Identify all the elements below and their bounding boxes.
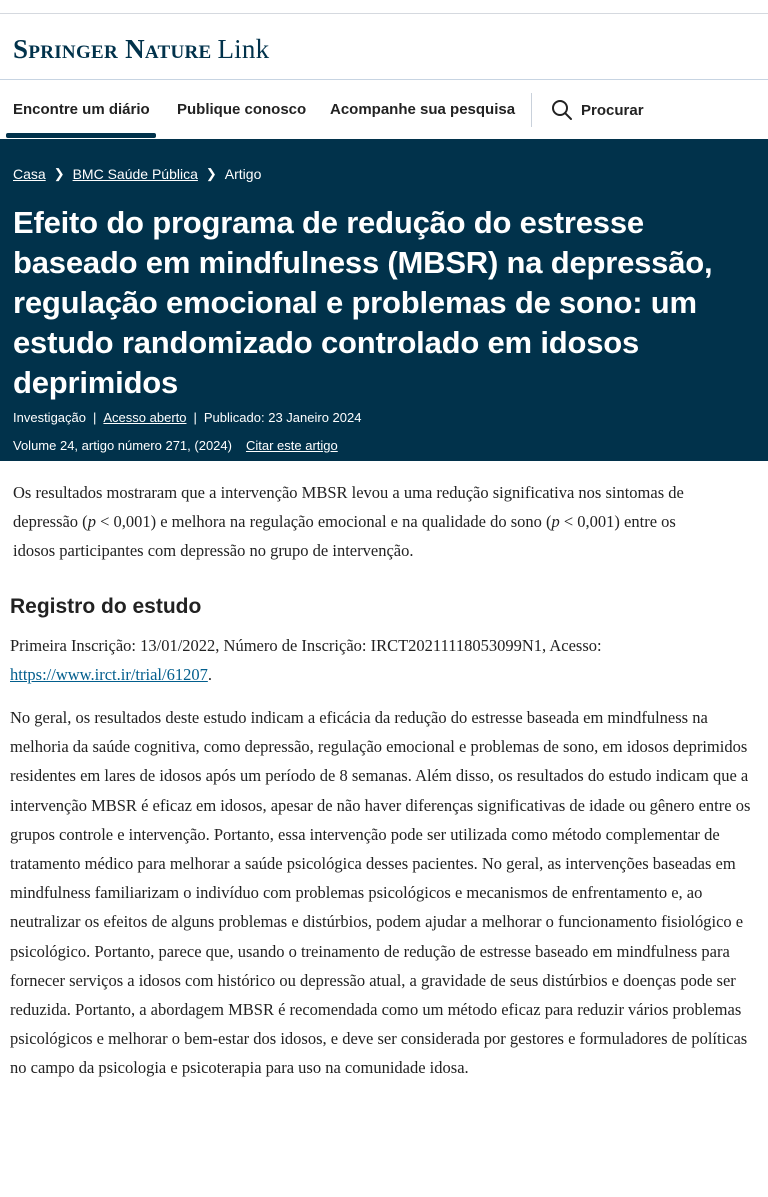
nav-find-journal[interactable]: Encontre um diário [13,101,150,118]
cite-article-link[interactable]: Citar este artigo [245,438,338,453]
nav-track-research[interactable]: Acompanhe sua pesquisa [330,101,516,118]
breadcrumb [13,166,261,182]
article-title: Efeito do programa de redução do estresse baseado em mindfulness (MBSR) na depressão, regulação emocional e problemas de sono: um estudo randomizado controlado em idosos deprimidos [13,205,713,400]
registration-link[interactable]: https://www.irct.ir/trial/61207 [10,665,208,684]
article-volume-row [13,438,338,453]
results-summary [13,478,713,565]
nav-active-indicator [6,133,156,138]
chevron-right-icon: ❯ [205,166,217,181]
volume-info: Volume 24, artigo número 271, (2024) [13,438,232,453]
search-label: Procurar [581,101,644,119]
article-type: Investigação [13,410,86,425]
logo-link-text: Link [217,34,270,64]
site-header [0,14,768,80]
breadcrumb-journal[interactable]: BMC Saúde Pública [72,166,198,182]
chevron-right-icon: ❯ [53,166,65,181]
open-access-link[interactable]: Acesso aberto [103,410,187,425]
meta-separator: | [193,410,197,425]
p-value-var: p [87,512,96,531]
registration-details: Primeira Inscrição: 13/01/2022, Número de Inscrição: IRCT20211118053099N1, Acesso: [10,636,602,655]
article-meta [13,410,361,425]
registration-text [10,631,750,689]
springer-nature-link-logo[interactable] [13,34,269,65]
breadcrumb-home[interactable]: Casa [13,166,46,182]
search-button[interactable] [551,99,644,121]
conclusion-paragraph: No geral, os resultados deste estudo indicam a eficácia da redução do estresse baseada em mindfulness na melhoria da saúde cognitiva, como depressão, regulação emocional e problemas de sono, em idosos deprimidos residentes em lares de idosos após um período de 8 semanas. Além disso, os resultados do estudo indicam que a intervenção MBSR é eficaz em idosos, apesar de não haver diferenças significativas de idade ou gênero entre os grupos controle e intervenção. Portanto, essa intervenção pode ser utilizada como método complementar de tratamento médico para melhorar a saúde psicológica desses pacientes. No geral, as intervenções baseadas em mindfulness familiarizam o indivíduo com problemas psicológicos e mecanismos de enfrentamento e, ao neutralizar os efeitos de alguns problemas e distúrbios, podem ajudar a melhorar o funcionamento fisiológico e psicológico. Portanto, parece que, usando o treinamento de redução de estresse baseado em mindfulness para fornecer serviços a idosos com histórico ou depressão atual, a gravidade de seus distúrbios e doenças pode ser reduzida. Portanto, a abordagem MBSR é recomendada como um método eficaz para reduzir vários problemas psicológicos e melhorar o bem-estar dos idosos, e deve ser considerada por gestores e formuladores de políticas no campo da psicologia e psicoterapia para uso na comunidade idosa. [10,708,751,1078]
main-nav [0,81,768,139]
nav-publish-with-us[interactable]: Publique conosco [177,101,307,118]
search-icon [551,99,573,121]
summary-text: Os resultados mostraram que a intervenção MBSR levou a uma redução significativa nos sintomas de depressão ( [13,483,684,531]
logo-brand: Springer Nature [13,34,212,64]
meta-separator: | [93,410,97,425]
registration-heading: Registro do estudo [10,595,202,618]
article-hero [0,139,768,461]
summary-text: < 0,001) entre os idosos participantes com depressão no grupo de intervenção. [13,512,676,560]
summary-text: < 0,001) e melhora na regulação emocional e na qualidade do sono ( [95,512,552,531]
registration-suffix: . [207,665,212,684]
published-date: Publicado: 23 Janeiro 2024 [203,410,362,425]
nav-divider [531,93,532,127]
breadcrumb-current: Artigo [224,166,262,182]
p-value-var: p [551,512,560,531]
